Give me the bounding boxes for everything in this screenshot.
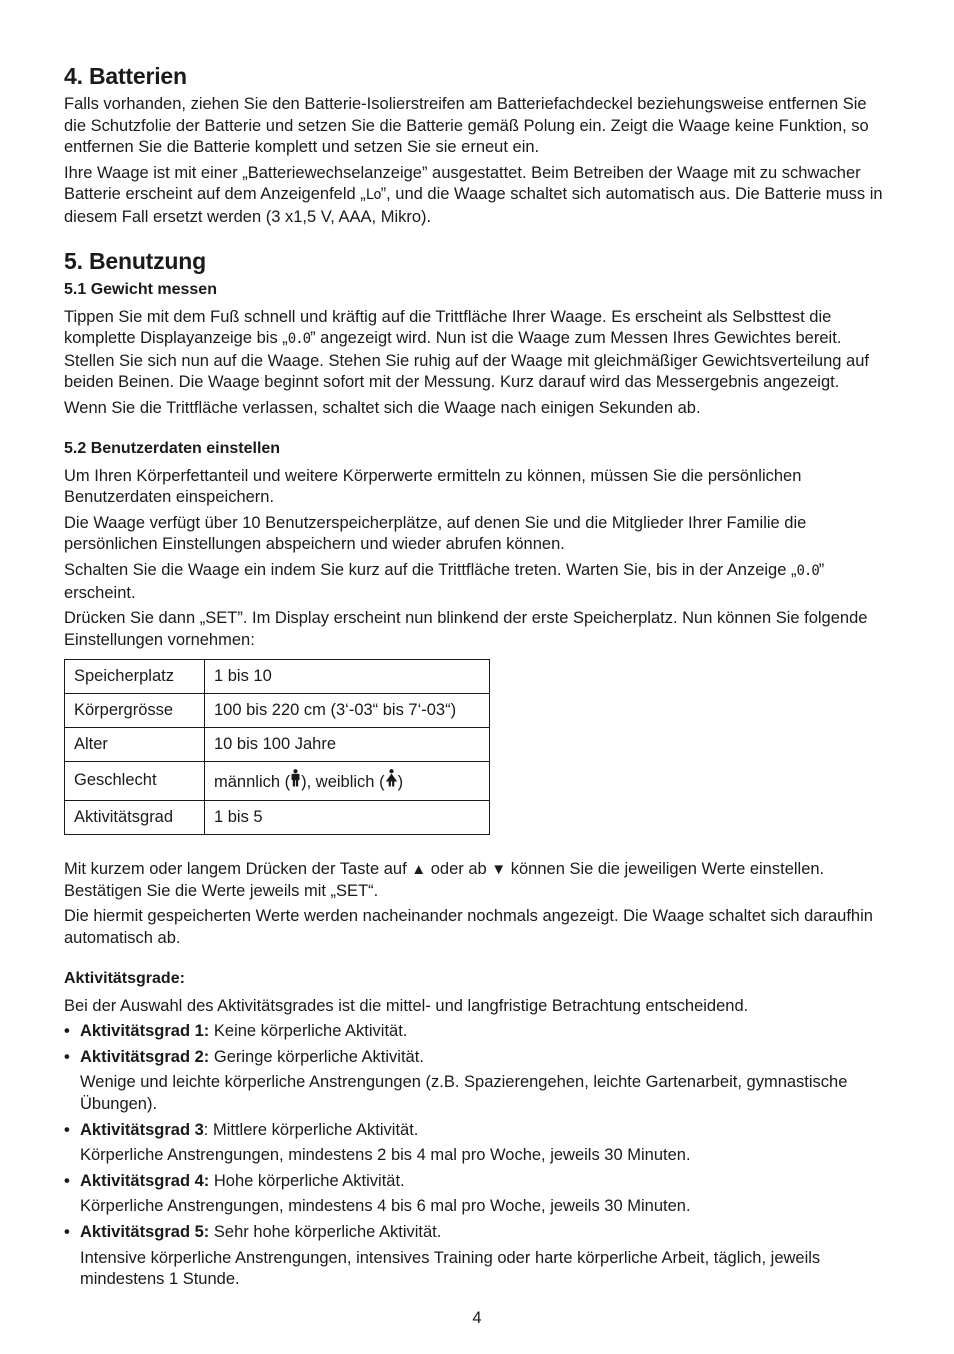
table-row (65, 660, 490, 694)
benutzerdaten-paragraph-6: Die hiermit gespeicherten Werte werden nacheinander nochmals angezeigt. Die Waage schaltet sich daraufhin automatisch ab. (64, 907, 873, 948)
benutzerdaten-paragraph-3 (64, 560, 890, 604)
text-run: ” erscheint. (64, 560, 825, 602)
arrow-down-icon: ▼ (491, 861, 507, 879)
subsection-heading-aktivitaetsgrade: Aktivitätsgrade: (64, 969, 185, 987)
list-item (64, 1222, 890, 1291)
lcd-display-text: 0.0 (796, 562, 819, 579)
table-row (65, 762, 490, 801)
text-run: Tippen Sie mit dem Fuß schnell und kräftig auf die Trittfläche Ihrer Waage. Es erscheint als Selbsttest die komplette Displayanzeige bis „ (64, 307, 832, 348)
table-cell-value: 10 bis 100 Jahre (205, 728, 490, 762)
list-item-text: Keine körperliche Aktivität. (209, 1022, 408, 1041)
benutzerdaten-paragraph-5 (64, 859, 890, 902)
text-run: ”, und die Waage schaltet sich automatisch aus. Die Batterie muss in diesem Fall ersetzt werden (3 x1,5 V, AAA, Mikro). (64, 185, 883, 226)
batterien-paragraph-2 (64, 163, 890, 229)
list-item-text: Geringe körperliche Aktivität. (209, 1047, 424, 1066)
table-cell-value: 1 bis 10 (205, 660, 490, 694)
table-cell-label: Alter (65, 728, 205, 762)
text-run: Ihre Waage ist mit einer „Batteriewechselanzeige” ausgestattet. Beim Betreiben der Waage mit zu schwacher Batterie erscheint auf dem Anzeigenfeld „ (64, 163, 861, 204)
text-run: männlich ( (214, 772, 291, 791)
benutzerdaten-paragraph-4: Drücken Sie dann „SET”. Im Display erscheint nun blinkend der erste Speicherplatz. Nun können Sie folgende Einstellungen vornehmen: (64, 609, 868, 649)
list-item-label: Aktivitätsgrad 5: (80, 1223, 210, 1241)
batterien-paragraph-1: Falls vorhanden, ziehen Sie den Batterie-Isolierstreifen am Batteriefachdeckel beziehungsweise entfernen Sie die Schutzfolie der Batterie und setzen Sie die Batterie gemäß Polung ein. Zeigt die Waage keine Funktion, so entfernen Sie die Batterie komplett und setzen Sie sie erneut ein. (64, 95, 869, 157)
benutzerdaten-paragraph-2: Die Waage verfügt über 10 Benutzerspeicherplätze, auf denen Sie und die Mitglieder Ihrer Familie die persönlichen Einstellungen abspeichern und wieder abrufen können. (64, 513, 807, 554)
text-run: ” angezeigt wird. Nun ist die Waage zum Messen Ihres Gewichtes bereit. Stellen Sie sich nun auf die Waage. Stehen Sie ruhig auf der Waage mit gleichmäßiger Gewichtsverteilung auf beiden Beinen. Die Waage beginnt sofort mit der Messung. Kurz darauf wird das Messergebnis angezeigt. (64, 329, 869, 392)
page-number: 4 (472, 1309, 482, 1327)
list-item-label: Aktivitätsgrad 2: (80, 1047, 210, 1066)
table-cell-value: 100 bis 220 cm (3‘-03“ bis 7‘-03“) (205, 694, 490, 728)
table-row (65, 801, 490, 835)
text-run: Mit kurzem oder langem Drücken der Taste auf (64, 860, 407, 879)
activity-level-list (64, 1021, 890, 1291)
table-cell-label: Geschlecht (65, 762, 205, 801)
table-cell-value: 1 bis 5 (205, 801, 490, 835)
text-run: ), weiblich ( (301, 772, 385, 791)
table-cell-label: Aktivitätsgrad (65, 801, 205, 835)
female-icon (385, 769, 398, 790)
lcd-display-text: 0.0 (287, 331, 311, 348)
list-item-description: Intensive körperliche Anstrengungen, intensives Training oder harte körperliche Arbeit, täglich, jeweils mindestens 1 Stunde. (80, 1248, 821, 1289)
list-item-description: Körperliche Anstrengungen, mindestens 4 bis 6 mal pro Woche, jeweils 30 Minuten. (80, 1197, 691, 1216)
list-item (64, 1047, 890, 1116)
list-item (64, 1120, 890, 1167)
aktivitaet-intro: Bei der Auswahl des Aktivitätsgrades ist die mittel- und langfristige Betrachtung entscheidend. (64, 996, 749, 1015)
settings-table (64, 659, 490, 835)
section-heading-batterien: 4. Batterien (64, 63, 187, 89)
list-item-text: Sehr hohe körperliche Aktivität. (209, 1223, 442, 1241)
gewicht-paragraph-2: Wenn Sie die Trittfläche verlassen, schaltet sich die Waage nach einigen Sekunden ab. (64, 398, 701, 417)
list-item-description: Körperliche Anstrengungen, mindestens 2 bis 4 mal pro Woche, jeweils 30 Minuten. (80, 1146, 691, 1165)
gewicht-paragraph-1 (64, 307, 890, 394)
lcd-display-text: Lo (365, 187, 381, 204)
benutzerdaten-paragraph-1: Um Ihren Körperfettanteil und weitere Körperwerte ermitteln zu können, müssen Sie die persönlichen Benutzerdaten einspeichern. (64, 466, 802, 507)
text-run: oder ab (430, 860, 487, 879)
list-item-text: Hohe körperliche Aktivität. (209, 1171, 405, 1190)
section-heading-benutzung: 5. Benutzung (64, 247, 206, 274)
text-run: ) (397, 772, 404, 791)
list-item-description: Wenige und leichte körperliche Anstrengungen (z.B. Spazierengehen, leichte Gartenarbeit, gymnastische Übungen). (80, 1073, 848, 1114)
table-row (65, 694, 490, 728)
table-cell-value (205, 762, 490, 801)
table-cell-label: Körpergrösse (65, 694, 205, 728)
list-item-label: Aktivitätsgrad 1: (80, 1022, 210, 1041)
text-run: Schalten Sie die Waage ein indem Sie kurz auf die Trittfläche treten. Warten Sie, bis in der Anzeige „ (64, 560, 797, 579)
list-item-text: : Mittlere körperliche Aktivität. (203, 1120, 419, 1139)
male-icon (290, 769, 301, 790)
list-item-label: Aktivitätsgrad 4: (80, 1171, 210, 1190)
list-item-label: Aktivitätsgrad 3 (80, 1120, 204, 1139)
list-item (64, 1171, 890, 1218)
arrow-up-icon: ▲ (411, 861, 427, 879)
list-item (64, 1021, 890, 1043)
table-cell-label: Speicherplatz (65, 660, 205, 694)
table-row (65, 728, 490, 762)
text-run: können Sie die jeweiligen Werte einstellen. Bestätigen Sie die Werte jeweils mit „SET“. (64, 860, 825, 900)
subsection-heading-benutzerdaten: 5.2 Benutzerdaten einstellen (64, 439, 281, 457)
subsection-heading-gewicht: 5.1 Gewicht messen (64, 280, 217, 298)
